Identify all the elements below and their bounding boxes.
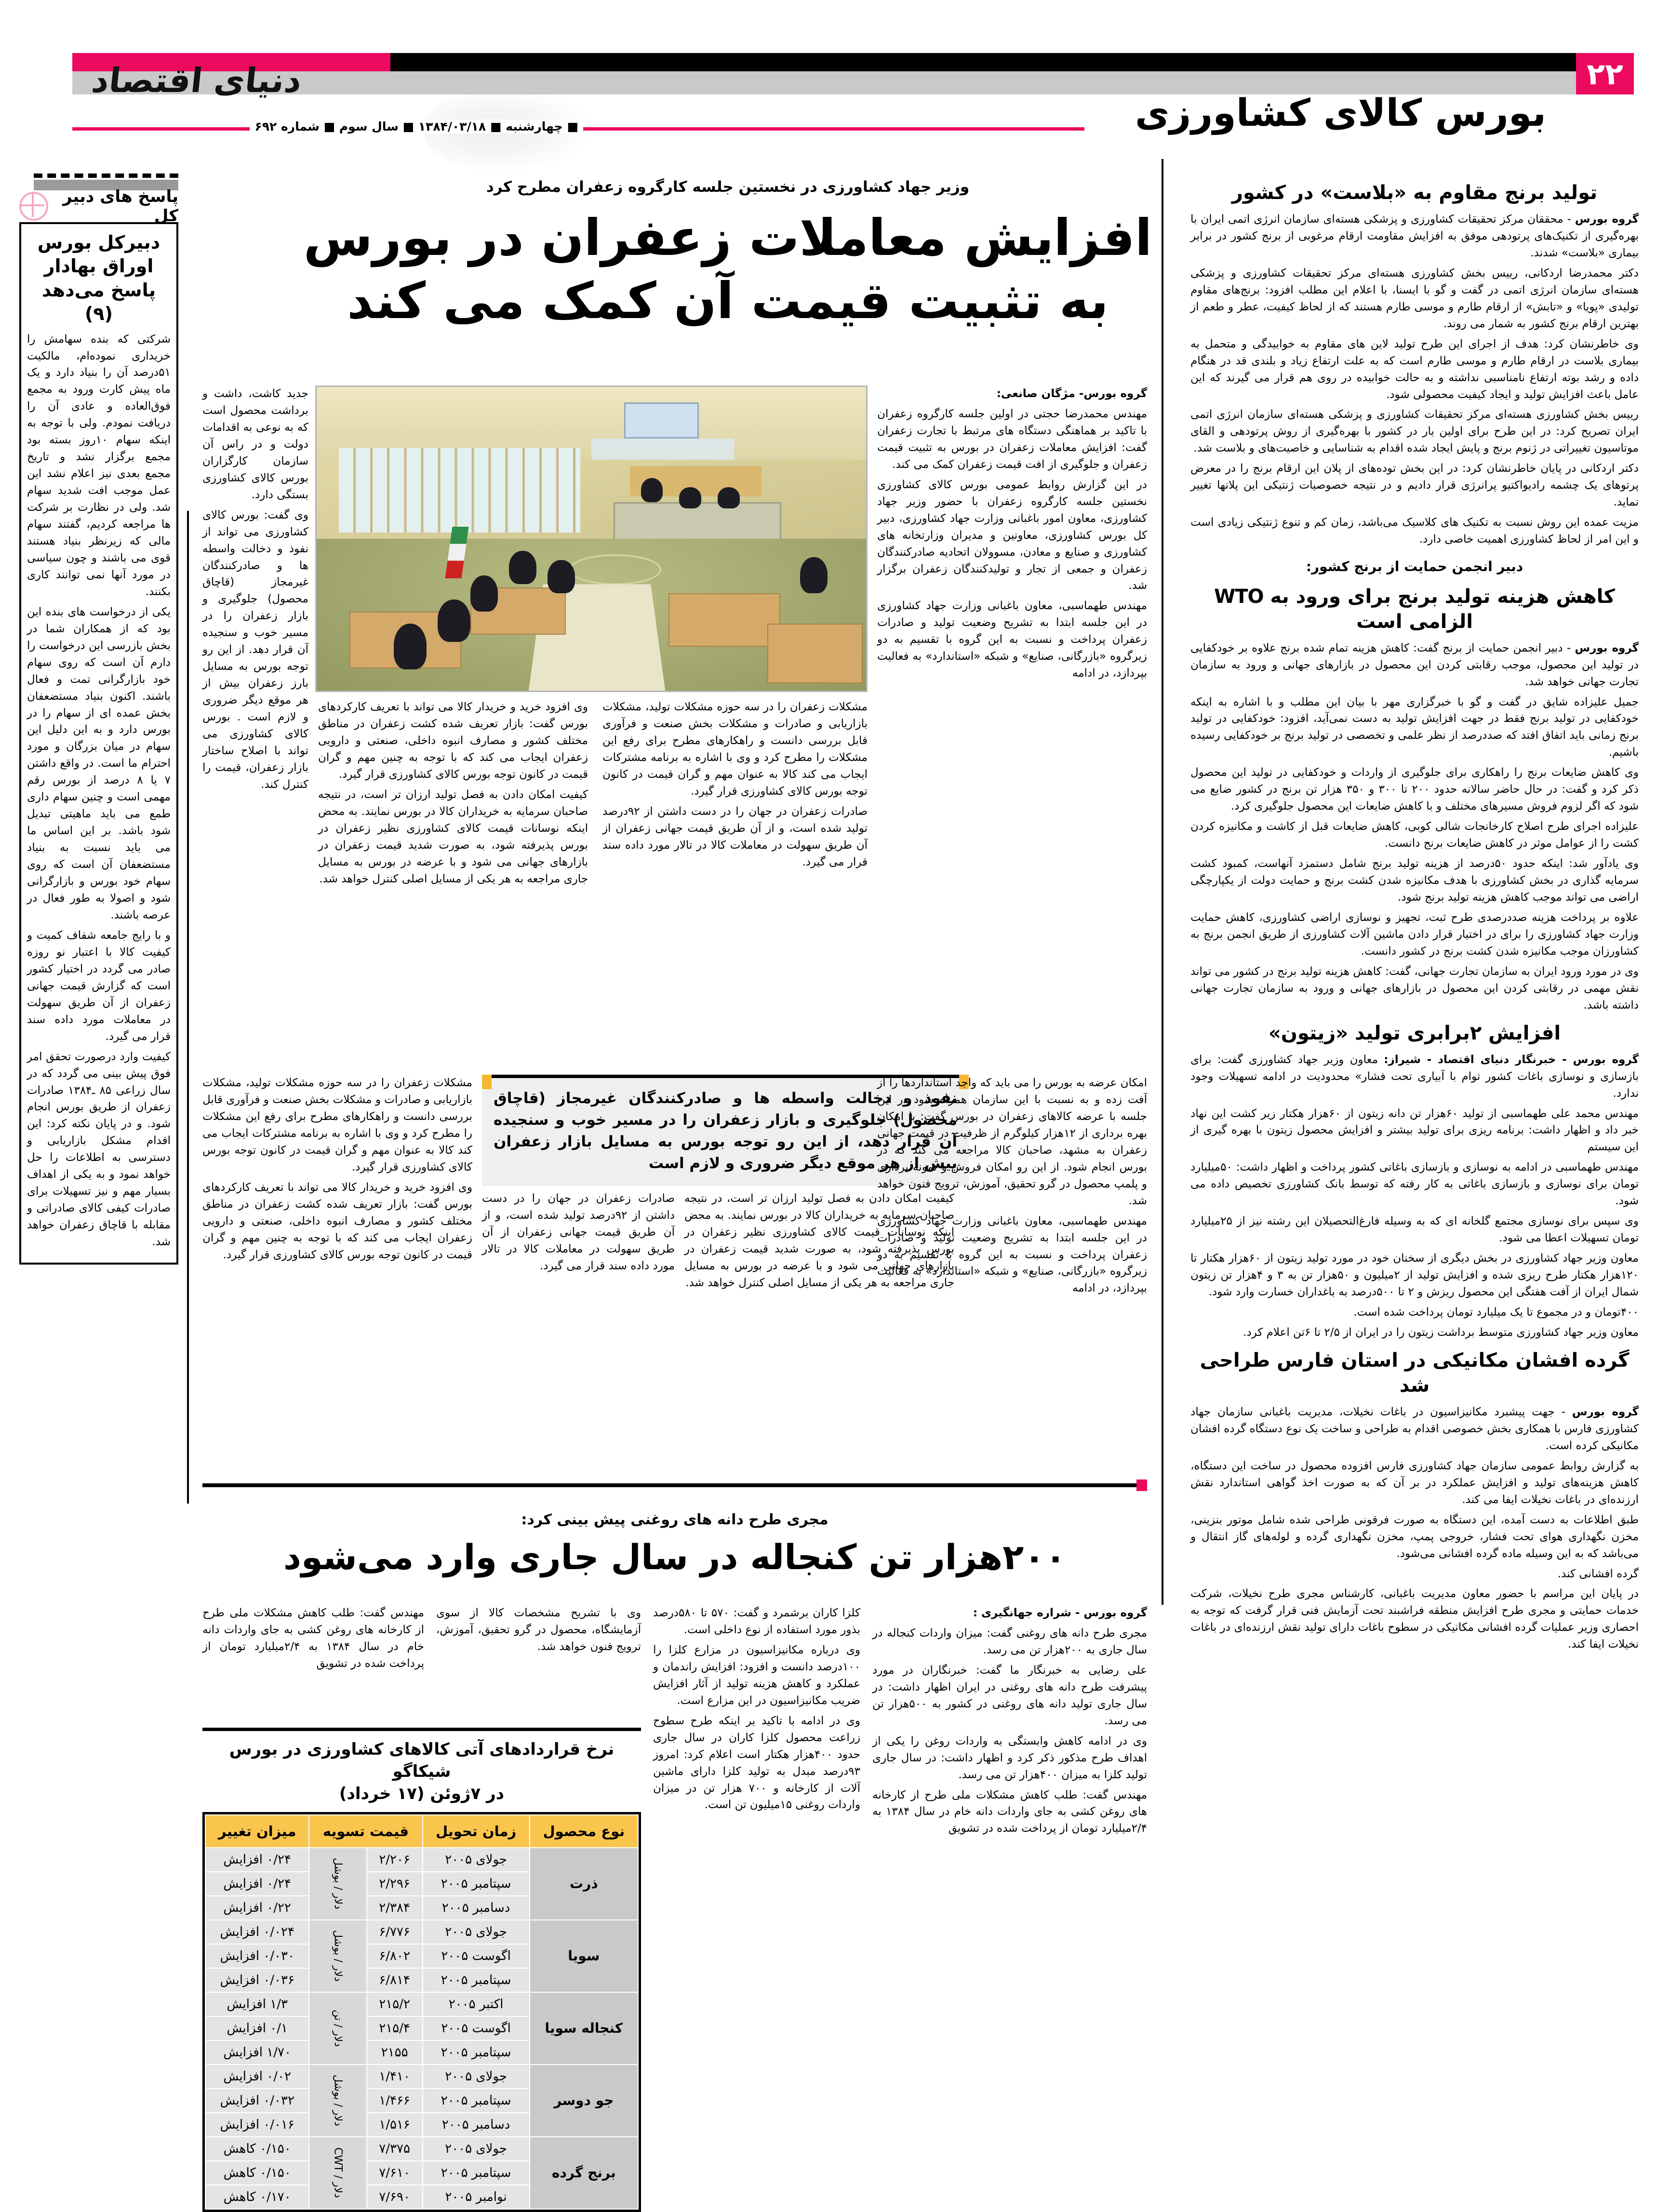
story-3-paragraph: معاون وزیر جهاد کشاورزی گفت: برای بازسازی و نوسازی باغات کشور توام با آبیاری تحت فشار» محدودیت در ادامه تسهیلات وجود ندارد.	[1190, 1053, 1639, 1100]
cell-change: ۰/۰۲ افزایش	[206, 2065, 308, 2088]
photo-person	[470, 575, 498, 612]
column-divider-right	[1162, 159, 1163, 1605]
section-title: بورس کالای کشاورزی	[1135, 92, 1546, 135]
photo-person	[548, 560, 575, 593]
cell-price: ۱/۵۱۶	[367, 2113, 422, 2136]
futures-table-title	[202, 1739, 641, 1805]
photo-person	[800, 557, 828, 594]
lead-col-6	[684, 1190, 954, 1451]
story-3-paragraph: ۴۰۰تومان و در مجموع تا یک میلیارد تومان پرداخت شده است.	[1353, 1306, 1639, 1319]
futures-table-title-line1: نرخ قراردادهای آتی کالاهای کشاورزی در بورس شیکاگو	[229, 1740, 615, 1781]
lead-paragraph: مهندس طهماسبی، معاون باغبانی وزارت جهاد کشاورزی در این جلسه ابتدا به تشریح وضعیت تولید و صادرات زعفران پرداخت و نسبت به این گروه با تقسیم به دو زیرگروه «بازرگانی، صنایع» و شبکه «استاندارد» به فعالیت بپردازد، در ادامه	[877, 1214, 1147, 1295]
futures-table-block	[202, 1728, 641, 2212]
story-2-paragraph: - دبیر انجمن حمایت از برنج گفت: کاهش هزینه تمام شده برنج علاوه بر خودکفایی در تولید این محصول، موجب رقابتی کردن این محصول در بازارهای جهانی و ورود به سازمان تجارت جهانی خواهد شد.	[1190, 641, 1639, 688]
photo-display-board	[591, 439, 734, 460]
lead-paragraph: صادرات زعفران در جهان را در دست داشتن از ۹۲درصد تولید شده است، و از آن طریق قیمت جهانی زعفران از آن طریق سهولت در معاملات کالا در تالار مورد داده سند قرار می گیرد.	[482, 1192, 675, 1272]
col-header-delivery: زمان تحویل	[423, 1815, 529, 1847]
story-3-paragraph: وی سپس برای نوسازی مجتمع گلخانه ای که به وسیله فارغ‌التحصیلان این رشته نیز از ۲۵میلیارد تومان تسهیلات اعطا می شود.	[1190, 1215, 1639, 1245]
story-1-paragraph: وی خاطرنشان کرد: هدف از اجرای این طرح تولید لاین های مقاوم به خوابیدگی و متحمل به بیماری بلاست در ارقام طارم و موسی طارم است که به علت ارتفاع زیاد و بلندی قد در هنگام داده و رشد بوته ارتفاع نامناسبی نداشته و به حالت خوابیده در روی هم قرار می گیرند که این عامل باعث افزایش تولید و ایجاد کیفیت محصولی شود.	[1190, 337, 1639, 401]
lead-story-headline: افزایش معاملات زعفران در بورس به تثبیت قیمت آن کمک می کند	[303, 208, 1152, 331]
cell-change: ۰/۱۵۰ کاهش	[206, 2137, 308, 2160]
lead-col-7	[482, 1190, 675, 1451]
dateline-bar	[72, 120, 1576, 135]
story-3-body	[1190, 1052, 1639, 1102]
story-2-paragraph: وی کاهش ضایعات برنج را راهکاری برای جلوگیری از واردات و خودکفایی در تولید این محصول ذکر کرد و گفت: در حال حاضر سالانه حدود ۲۰۰ تا ۳۰۰ و ۳۵۰ هزار تن برنج در کشور ضایع می شود که اگر لزوم فروش مسیرهای مختلف و با کاهش ضایعات این محصول جلوگیری کرد.	[1190, 766, 1639, 813]
cell-delivery: جولای ۲۰۰۵	[423, 1848, 529, 1871]
table-top-rule	[202, 1728, 641, 1731]
bottom-section-rule	[202, 1483, 1147, 1487]
story-2-kicker: دبیر انجمن حمایت از برنج کشور:	[1306, 559, 1523, 575]
story-2-body	[1190, 640, 1639, 691]
lead-col-8	[202, 1075, 472, 1451]
col-header-change: میزان تغییر	[206, 1815, 308, 1847]
bottom-byline: گروه بورس - شراره جهانگیری :	[973, 1607, 1147, 1619]
story-2-paragraph: وی در مورد ورود ایران به سازمان تجارت جهانی، گفت: کاهش هزینه تولید برنج در کشور می تواند نقش مهمی در رقابتی کردن این محصول در بازارهای جهانی و ورود به سازمان تجارت جهانی داشته باشد.	[1190, 965, 1639, 1012]
pull-quote-text: نفوذ و دخالت واسطه ها و صادرکنندگان غیرمجاز (قاچاق محصول) جلوگیری و بازار زعفران را در مسیر خوب و سنجیده آن قرار دهد، از این رو توجه بورس به مسایل بازار زعفران بیش از هر موقع دیگر ضروری و لازم است	[494, 1090, 957, 1172]
cell-change: ۰/۱۵۰ کاهش	[206, 2161, 308, 2185]
story-4-byline: گروه بورس	[1572, 1405, 1639, 1418]
bottom-col-2	[653, 1605, 860, 2159]
lead-paragraph: مهندس طهماسبی، معاون باغبانی وزارت جهاد کشاورزی در این جلسه ابتدا به تشریح وضعیت تولید و صادرات زعفران پرداخت و نسبت به این گروه با تقسیم به دو زیرگروه «بازرگانی، صنایع» و شبکه «استاندارد» به فعالیت بپردازد، در ادامه	[877, 600, 1147, 680]
cell-delivery: جولای ۲۰۰۵	[423, 1920, 529, 1944]
story-2-paragraph: علیزاده اجرای طرح اصلاح کارخانجات شالی کوبی، کاهش ضایعات قبل از کاشت و مکانیزه کردن کشت را از عوامل موثر در کاهش ضایعات برنج دانست.	[1190, 820, 1639, 850]
sidebar-body	[27, 331, 171, 1251]
cell-delivery: سپتامبر ۲۰۰۵	[423, 2041, 529, 2064]
photo-person	[394, 624, 427, 669]
paper-logo: دنیای اقتصاد	[90, 61, 304, 100]
lead-col-4	[318, 699, 588, 1065]
lead-col-2	[602, 699, 868, 1065]
cell-delivery: جولای ۲۰۰۵	[423, 2065, 529, 2088]
sidebar-title: دبیرکل بورس اوراق بهادار پاسخ می‌دهد (۹)	[37, 232, 160, 325]
cell-change: ۰/۲۴ افزایش	[206, 1872, 308, 1895]
photo-person	[641, 478, 663, 502]
lead-paragraph: در این گزارش روابط عمومی بورس کالای کشاورزی نخستین جلسه کارگروه زعفران با حضور وزیر جهاد کشاورزی، معاون امور باغبانی وزارت جهاد کشاورزی، دبیر کل بورس کشاورزی، معاونین و مدیران وزارتخانه های کشاورزی و صنایع و معادن، مسوولان اتحادیه صادرکنندگان زعفران و جمعی از تجار و تولیدکنندگان زعفران برگزار شد.	[877, 478, 1147, 592]
lead-paragraph: کیفیت امکان دادن به فصل تولید ارزان تر است، در نتیجه صاحبان سرمایه به خریداران کالا در بورس نمایند. به محض اینکه نوسانات قیمت کالای کشاورزی نظیر زعفران در بورس پذیرفته شود، به صورت شدید قیمت زعفران در بازارهای جهانی می شود و با عرضه در بورس به مسایل جاری مراجعه به هر یکی از مسایل اصلی کنترل خواهد شد.	[684, 1192, 954, 1289]
cell-change: ۱/۷۰ افزایش	[206, 2041, 308, 2064]
cell-unit: دلار / بوشل	[309, 1848, 366, 1919]
cell-delivery: سپتامبر ۲۰۰۵	[423, 2089, 529, 2112]
story-3-headline: افزایش ۲برابری تولید «زیتون»	[1268, 1022, 1561, 1044]
story-1-paragraph: - محققان مرکز تحقیقات کشاورزی و پزشکی هسته‌ای سازمان انرژی اتمی ایران با بهره‌گیری از تکنیک‌های پرتودهی موفق به افزایش مقاومت ارقام مرغوبی از برنج کشور در برابر بیماری «بلاست» شدند.	[1190, 213, 1639, 259]
lead-col-3	[202, 386, 308, 1060]
story-3-paragraph: معاون وزیر جهاد کشاورزی متوسط برداشت زیتون را در ایران از ۲/۵ تا ۶تن اعلام کرد.	[1243, 1326, 1639, 1339]
table-row	[206, 2137, 638, 2160]
bottom-story-head-block	[202, 1499, 1147, 1577]
photo-person	[718, 487, 740, 508]
right-news-column	[1190, 173, 1639, 1656]
lead-story-head-block	[299, 178, 1157, 333]
center-paragraph: کلزا کاران برشمرد و گفت: ۵۷۰ تا ۵۸۰درصد بذور مورد استفاده از نوع داخلی است.	[653, 1607, 860, 1636]
trading-floor-photo	[318, 386, 868, 689]
cell-price: ۲۱۵/۴	[367, 2017, 422, 2040]
cell-product: سویا	[530, 1920, 638, 1992]
bottom-story-headline: ۲۰۰هزار تن کنجاله در سال جاری وارد می‌شود	[283, 1537, 1067, 1577]
table-row	[206, 1920, 638, 1944]
cell-product: کنجاله سویا	[530, 1993, 638, 2064]
story-1-paragraph: دکتر محمدرضا اردکانی، رییس بخش کشاورزی هسته‌ای مرکز تحقیقات کشاورزی و پزشکی هسته‌ای سازمان انرژی اتمی در گفت و گو با ایسنا، با اعلام این مطلب افزود: برنج‌های مقاوم تولیدی «پویا» و «تابش» از ارقام طارم و موسی طارم هستند که از لحاظ کیفیت، عطر و طعم از بهترین ارقام برنج کشور به شمار می روند.	[1190, 267, 1639, 330]
story-1-body	[1190, 211, 1639, 262]
cell-delivery: دسامبر ۲۰۰۵	[423, 1896, 529, 1919]
cell-unit: دلار / تن	[309, 1993, 366, 2064]
cell-price: ۲/۲۰۶	[367, 1848, 422, 1871]
sidebar-paragraph: کیفیت وارد درصورت تحقق امر فوق پیش بینی می گردد که در سال زراعی ۸۵ ـ۱۳۸۴ صادرات زعفران از طریق بورس انجام شود. و در پایان نکته کرد: این اقدام مشکل بازاریابی و دسترسی به اطلاعات را حل خواهد نمود و به یکی از اهداف بسیار مهم و نیز تسهیلات برای صادرات کیفی کالای صادراتی و مقابله با قاچاق زعفران خواهد شد.	[27, 1050, 171, 1249]
cell-price: ۲۱۵۵	[367, 2041, 422, 2064]
story-4-headline: گرده افشان مکانیکی در استان فارس طراحی شد	[1200, 1349, 1630, 1397]
cell-price: ۶/۸۰۲	[367, 1945, 422, 1968]
lead-paragraph: وی افزود خرید و خریدار کالا می تواند با تعریف کارکردهای بورس گفت: بازار تعریف شده کشت زعفران در مناطق مختلف کشور و مصارف انبوه داخلی، صنعتی و دارویی زعفران ایجاب می کند که با توجه به چنین مهم و گران قیمت در کانون توجه بورس کالای کشاورزی قرار گیرد.	[318, 701, 588, 781]
center-paragraph: وی در ادامه با تاکید بر اینکه طرح سطوح زراعت محصول کلزا کاران در سال جاری حدود ۴۰۰هزار هکتار است اعلام کرد: امروز ۹۳درصد مبدل به تولید کلزا دارای ماشین آلات از کارخانه و ۷۰۰ هزار تن در میزان واردات روغنی ۱۵میلیون تن است.	[653, 1714, 861, 1812]
cell-price: ۶/۷۷۶	[367, 1920, 422, 1944]
story-1-headline: تولید برنج مقاوم به «بلاست» در کشور	[1231, 182, 1598, 204]
lead-paragraph: مشکلات زعفران را در سه حوزه مشکلات تولید، مشکلات بازاریابی و صادرات و مشکلات بخش صنعت و فرآوری قابل بررسی دانست و راهکارهای مطرح برای رفع این مشکلات را مطرح کرد و وی با اشاره به برنامه مشترکات ایجاب می کند کالا به عنوان مهم و گران قیمت در کانون توجه بورس کالای کشاورزی قرار گیرد.	[602, 701, 868, 798]
photo-person	[438, 600, 470, 642]
lead-paragraph: مهندس محمدرضا حجتی در اولین جلسه کارگروه زعفران با تاکید بر هماهنگی دستگاه های مرتبط با تجارت زعفران گفت: افزایش معاملات زعفران در بورس به تثبیت قیمت زعفران و جلوگیری از افت قیمت زعفران کمک می کند.	[877, 407, 1147, 471]
story-4-paragraph: در پایان این مراسم با حضور معاون مدیریت باغبانی، کارشناس مجری طرح نخیلات، شرکت خدمات حمایتی و مجری طرح افزایش منطقه فراشبند تحت آزمایش فنی قرار گرفت که توجه به احصاری وزیر عملیات گرده افشانی مکانیکی در سطوح باغات دارای تولید نقش ارزنده‌ای در باغات نخیلات ایفا کند.	[1190, 1587, 1639, 1651]
cell-unit: دلار / بوشل	[309, 1920, 366, 1992]
cell-change: ۰/۰۳۲ افزایش	[206, 2089, 308, 2112]
futures-table	[202, 1812, 641, 2212]
col-header-product: نوع محصول	[530, 1815, 638, 1847]
story-2-headline: کاهش هزینه تولید برنج برای ورود به WTO الزامی است	[1214, 585, 1615, 633]
sidebar-box	[19, 222, 178, 1265]
futures-table-body	[206, 1848, 638, 2209]
cell-change: ۰/۰۳۶ افزایش	[206, 1969, 308, 1992]
photo-canvas	[315, 386, 868, 692]
photo-trading-booth	[668, 593, 780, 647]
sidebar-section-label: پاسخ های دبیر کل	[63, 187, 178, 226]
photo-person	[679, 487, 701, 508]
cell-product: جو دوسر	[530, 2065, 638, 2136]
cell-price: ۱/۴۱۰	[367, 2065, 422, 2088]
cell-price: ۷/۳۷۵	[367, 2137, 422, 2160]
story-3-byline: گروه بورس - خبرنگار دنیای اقتصاد - شیراز:	[1384, 1053, 1639, 1066]
bottom-paragraph: وی در ادامه کاهش وابستگی به واردات روغن را یکی از اهداف طرح مذکور ذکر کرد و اظهار داشت: در سال جاری تولید کلزا به میزان ۴۰۰هزار تن می رسد.	[872, 1734, 1147, 1781]
photo-display-screen	[624, 402, 698, 439]
cell-change: ۰/۱۷۰ کاهش	[206, 2185, 308, 2209]
bottom-paragraph: مهندس گفت: طلب کاهش مشکلات ملی طرح از کارخانه های روغن کشی به جای واردات دانه خام در سال ۱۳۸۴ به ۲/۴میلیارد تومان از پرداخت شده در تشویق	[202, 1607, 424, 1670]
bottom-col-1	[872, 1605, 1147, 2159]
lead-paragraph: وی گفت: بورس کالای کشاورزی می تواند از نفوذ و دخالت واسطه ها و صادرکنندگان غیرمجاز (قاچاق محصول) جلوگیری و بازار زعفران را در مسیر خوب و سنجیده آن قرار دهد. از این رو توجه بورس به مسایل بارز زعفران بیش از هر موقع دیگر ضروری و لازم است . بورس کالای کشاورزی می تواند با اصلاح ساختار بازار زعفران، قیمت را کنترل کند.	[202, 508, 308, 791]
column-divider-left	[187, 511, 189, 1504]
lead-paragraph: کیفیت امکان دادن به فصل تولید ارزان تر است، در نتیجه صاحبان سرمایه به خریداران کالا در بورس نمایند. به محض اینکه نوسانات قیمت کالای کشاورزی نظیر زعفران در بورس پذیرفته شود، به صورت شدید قیمت زعفران در بازارهای جهانی می شود و با عرضه در بورس به مسایل جاری مراجعه به هر یکی از مسایل اصلی کنترل خواهد شد.	[318, 788, 588, 885]
story-4-paragraph: طبق اطلاعات به دست آمده، این دستگاه به صورت فرقونی طراحی شده شامل موتور بنزینی، مخزن نگهداری هوای تحت فشار، خروجی پمپ، مخزن نگهداری گرده و لوله‌های گاز انتقال و می‌باشد که به این وسیله ماده گرده افشانی می‌شود.	[1190, 1513, 1639, 1560]
futures-table-title-line2: در ۷ژوئن (۱۷ خرداد)	[339, 1784, 505, 1803]
story-4-body	[1190, 1404, 1639, 1454]
cell-change: ۰/۲۲ افزایش	[206, 1896, 308, 1919]
bottom-story-kicker: مجری طرح دانه های روغنی پیش بینی کرد:	[521, 1511, 828, 1528]
sidebar-paragraph: یکی از درخواست های بنده این بود که از همکاران شما در بخش بازرسی این درخواست را دارم آن است که روی سهام خود بازارگرانی تمت و فعال باشند. اکنون بنیاد مستضعفان بخش عمده ای از سهام را در بورس دارد و به این دلیل این سهام در میان بزرگان و مورد احترام ما است. در واقع داشتن ۷ یا ۸ درصد از بورس رقم مهمی است و چنین سهام داری طمع می باید ماهیتی تبدیل شود باشد. بر این اساس ما می باید نسبت به بنیاد مستضعفان آن است که روی سهام خود بورس و بازارگرانی شود و اصولا به طور فعال در عرصه باشند.	[27, 605, 171, 921]
photo-trading-booth	[767, 624, 863, 683]
story-2-paragraph: علاوه بر پرداخت هزینه صددرصدی طرح ثبت، تجهیز و نوسازی اراضی کشاورزی، کاهش حمایت وزارت جهاد کشاورزی را برای در اختیار قرار دادن ماشین آلات کشاورزی از طریق انجمن برنج به کشاورزان موجب مکانیزه شدن کشت برنج در کشور دانست.	[1190, 911, 1639, 958]
cell-delivery: نوامبر ۲۰۰۵	[423, 2185, 529, 2209]
sidebar-dashed-rule	[34, 173, 178, 178]
story-2-paragraph: جمیل علیزاده شایق در گفت و گو با خبرگزاری مهر با بیان این مطلب و با اشاره به اینکه خودکفایی در تولید برنج فقط در جهت افزایش تولید به دست نمی‌آید، افزود: خودکفایی در تولید برنج زمانی باید اتفاق افتد که صددرصد از نظر علمی و تخصصی در تولید برنج بر خودکفایی رسیده باشیم.	[1190, 695, 1639, 759]
bottom-col-4	[202, 1605, 424, 1720]
cell-delivery: اگوست ۲۰۰۵	[423, 2017, 529, 2040]
cell-delivery: اگوست ۲۰۰۵	[423, 1945, 529, 1968]
cell-price: ۲۱۵/۲	[367, 1993, 422, 2016]
cell-change: ۰/۰۲۴ افزایش	[206, 1920, 308, 1944]
bottom-col-3	[436, 1605, 641, 1720]
bottom-paragraph: مهندس گفت: طلب کاهش مشکلات ملی طرح از کارخانه های روغن کشی به جای واردات دانه خام در سال ۱۳۸۴ به ۲/۴میلیارد تومان از پرداخت شده در تشویق	[872, 1788, 1147, 1835]
sidebar-header	[19, 187, 178, 226]
cell-delivery: جولای ۲۰۰۵	[423, 2137, 529, 2160]
cell-delivery: اکتبر ۲۰۰۵	[423, 1993, 529, 2016]
lead-story-kicker: وزیر جهاد کشاورزی در نخستین جلسه کارگروه زعفران مطرح کرد	[486, 178, 970, 196]
page-number: ۲۲	[1576, 53, 1634, 94]
lead-paragraph: جدید کاشت، داشت و برداشت محصول است که به نوعی به اقدامات دولت و در راس آن سازمان کارگزاران بورس کالای کشاورزی بستگی دارد.	[202, 387, 308, 501]
table-row	[206, 2065, 638, 2088]
table-row	[206, 1993, 638, 2016]
cell-change: ۰/۲۴ افزایش	[206, 1848, 308, 1871]
lead-col-1	[877, 386, 1147, 1070]
story-4-paragraph: گرده افشانی کند.	[1557, 1567, 1639, 1580]
story-2-byline: گروه بورس	[1575, 641, 1639, 654]
col-header-price: قیمت تسویه	[309, 1815, 422, 1847]
sidebar-paragraph: و با رایج جامعه شفاف کمیت و کیفیت کالا با اعتبار نو روزه صادر می گردد در اختیار کشور است که گزارش قیمت جهانی زعفران از آن طریق سهولت در معاملات مورد داده سند قرار می گیرد.	[27, 929, 171, 1043]
photo-person	[509, 551, 536, 584]
story-2-paragraph: وی یادآور شد: اینکه حدود ۵۰درصد از هزینه تولید برنج شامل دستمزد آنهاست، کمبود کشت سرمایه گذاری در بخش کشاورزی با هدف مکانیزه شدن کشت برنج و حمایت دولت از یکپارچگی اراضی می تواند موجب کاهش هزینه تولید برنج شود.	[1190, 857, 1639, 904]
story-4-paragraph: به گزارش روابط عمومی سازمان جهاد کشاورزی فارس افزوده محصول در ساخت این دستگاه، کاهش هزینه‌های تولید و افزایش عملکرد در بر آن که به صورت اخذ گواهی استاندارد نقش ارزنده‌ای در باغات نخیلات ایفا می کند.	[1190, 1459, 1639, 1506]
sidebar-secretary-answers	[19, 173, 178, 1265]
sidebar-paragraph: شرکتی که بنده سهامش را خریداری نموده‌ام، مالکیت ۵۱درصد آن را بنیاد دارد و یک ماه پیش کارت ورود به مجمع فوق‌العاده و عادی آن را دریافت نمودم. ولی با توجه به اینکه سهام ۱۰روز بسته بود مجمع برگزار نشد و تاریخ مجمع بعدی نیز اعلام نشد این عمل موجب افت شدید سهام شد. ولی در نظارت بر شرکت ها مراجعه کردیم، گفتند سهام مالی که زیرنظر بنیاد هستند قوی می باشند و چون سیاسی در مورد آنها نمی توانند کاری بکنند.	[27, 333, 171, 598]
story-3-paragraph: مهندس محمد علی طهماسبی از تولید ۶۰هزار تن دانه زیتون از ۶۰هزار هکتار زیر کشت این نهاد خبر داد و اظهار داشت: برنامه ریزی برای تولید بیشتر و افزایش محصول زیتون با بهره گیری از این سیستم	[1190, 1107, 1639, 1154]
story-4-paragraph: - جهت پیشبرد مکانیزاسیون در باغات نخیلات، مدیریت باغبانی سازمان جهاد کشاورزی فارس با همکاری بخش خصوصی اقدام به طراحی و ساخت یک نوع دستگاه گرده افشان مکانیکی کرده است.	[1190, 1405, 1639, 1452]
cell-price: ۶/۸۱۴	[367, 1969, 422, 1992]
cell-price: ۲/۳۸۴	[367, 1896, 422, 1919]
cell-change: ۱/۳ افزایش	[206, 1993, 308, 2016]
table-row	[206, 1848, 638, 1871]
cell-delivery: سپتامبر ۲۰۰۵	[423, 2161, 529, 2185]
cell-change: ۰/۰۱۶ افزایش	[206, 2113, 308, 2136]
center-paragraph: وی درباره مکانیزاسیون در مزارع کلزا را ۱۰۰درصد دانست و افزود: افزایش راندمان و عملکرد و کاهش هزینه تولید از آثار افزایش ضریب مکانیزاسیون در این مزارع است.	[653, 1643, 860, 1707]
cell-price: ۷/۶۱۰	[367, 2161, 422, 2185]
bottom-paragraph: علی رضایی به خبرنگار ما گفت: خبرنگاران در مورد پیشرفت طرح دانه های روغنی در ایران اظهار داشت: در سال جاری تولید دانه های روغنی در کشور به ۵۰۰هزار تن می رسد.	[872, 1664, 1147, 1727]
story-1-paragraph: رییس بخش کشاورزی هسته‌ای مرکز تحقیقات کشاورزی و پزشکی هسته‌ای سازمان انرژی اتمی ایران تصریح کرد: در این طرح برای اولین بار در کشور با بهره‌گیری از روش پرتودهی و القای موتاسیون تغییراتی در ژنوم برنج و پایش ایجاد شده اقدام به شناسایی و خاصیت‌های و بلاست شد.	[1190, 408, 1639, 455]
cell-price: ۷/۶۹۰	[367, 2185, 422, 2209]
table-header-row	[206, 1815, 638, 1847]
dateline-text: ■ چهارشنبه ■ ۱۳۸۴/۰۳/۱۸ ■ سال سوم ■ شماره ۶۹۲	[250, 120, 583, 133]
cell-delivery: سپتامبر ۲۰۰۵	[423, 1969, 529, 1992]
cell-price: ۲/۲۹۶	[367, 1872, 422, 1895]
section-rule	[202, 1483, 1147, 1487]
lead-paragraph: صادرات زعفران در جهان را در دست داشتن از ۹۲درصد تولید شده است، و از آن طریق قیمت جهانی زعفران از آن طریق سهولت در معاملات کالا در تالار مورد داده سند قرار می گیرد.	[602, 805, 868, 868]
story-3-paragraph: مهندس طهماسبی در ادامه به نوسازی و بازسازی باغاتی کشور پرداخت و اظهار داشت: ۵۰میلیارد تومان برای نوسازی و بازسازی باغاتی به کار رفته که توسط بانک کشاورزی تخصیص داده می شود.	[1190, 1161, 1639, 1208]
lead-byline: گروه بورس- مژگان صانعی:	[996, 387, 1147, 400]
story-1-paragraph: دکتر اردکانی در پایان خاطرنشان کرد: در این بخش توده‌های از پلان این ارقام برنج را در معرض پرتوهای یک چشمه رادیواکتیو پرانرژی قرار دادیم و در نتیجه خصوصیات ژنتیکی این پلانها تغییر نماید.	[1190, 462, 1639, 509]
story-1-paragraph: مزیت عمده این روش نسبت به تکنیک های کلاسیک می‌باشد، زمان کم و تنوع ژنتیکی زیادی است و این امر از لحاظ کشاورزی اهمیت خاصی دارد.	[1190, 516, 1639, 546]
cell-unit: دلار / بوشل	[309, 2065, 366, 2136]
story-1-byline: گروه بورس	[1575, 213, 1639, 226]
lead-paragraph: مشکلات زعفران را در سه حوزه مشکلات تولید، مشکلات بازاریابی و صادرات و مشکلات بخش صنعت و فرآوری قابل بررسی دانست و راهکارهای مطرح برای رفع این مشکلات را مطرح کرد و وی با اشاره به برنامه مشترکات ایجاب می کند کالا به عنوان مهم و گران قیمت در کانون توجه بورس کالای کشاورزی قرار گیرد.	[202, 1077, 472, 1173]
cell-delivery: دسامبر ۲۰۰۵	[423, 2113, 529, 2136]
center-paragraph: وی با تشریح مشخصات کالا از سوی آزمایشگاه، محصول در گرو تحقیق، آموزش، ترویج فنون خواهد شد.	[436, 1607, 641, 1653]
section-rule-tick	[1136, 1479, 1147, 1491]
cell-product: ذرت	[530, 1848, 638, 1919]
photo-floor-circle	[569, 554, 661, 586]
cell-unit: دلار / CWT	[309, 2137, 366, 2209]
cell-price: ۱/۴۶۶	[367, 2089, 422, 2112]
cell-change: ۰/۱ افزایش	[206, 2017, 308, 2040]
cell-product: برنج گرده	[530, 2137, 638, 2209]
bottom-paragraph: مجری طرح دانه های روغنی گفت: میزان واردات کنجاله در سال جاری به ۲۰۰هزار تن می رسد.	[872, 1626, 1147, 1656]
lead-paragraph: وی افزود خرید و خریدار کالا می تواند با تعریف کارکردهای بورس گفت: بازار تعریف شده کشت زعفران در مناطق مختلف کشور و مصارف انبوه داخلی، صنعتی و دارویی زعفران ایجاب می کند که با توجه به چنین مهم و گران قیمت در کانون توجه بورس کالای کشاورزی قرار گیرد.	[202, 1181, 472, 1261]
cell-change: ۰/۰۳۰ افزایش	[206, 1945, 308, 1968]
photo-wall-windows	[339, 448, 581, 533]
cell-delivery: سپتامبر ۲۰۰۵	[423, 1872, 529, 1895]
story-3-paragraph: معاون وزیر جهاد کشاورزی در بخش دیگری از سخنان خود در مورد تولید زیتون از ۶۰هزار هکتار تا ۱۲۰هزار هکتار طرح ریزی شده و افزایش تولید از ۲میلیون و ۵۰هزار تن به ۳ و ۴هزار تن زیتون شمال ایران از آفت هفتگی این محصول ریزش و ۲ تا ۵۰۰درصد به باغداران خسارت وارد شود.	[1190, 1252, 1639, 1299]
pull-quote-marker-left	[482, 1075, 492, 1089]
globe-icon	[19, 192, 48, 221]
lead-paragraph: امکان عرضه به بورس را می باید که واجد استانداردها را از آفت زده و به نسبت با این سازمان همراه شود در این جلسه با عرضه کالاهای زعفران در بورس گفت: با امکان بهره برداری از ۱۲هزار کیلوگرم از ظرفیت در قیمت جهانی زعفران به مشهد، صاحبان کالا مراجعه می کند که در بورس انجام شود. از این رو امکان فروش و نمونه برداری و پلمپ محصول در گرو تحقیق، آموزش، ترویج فنون خواهد شد.	[877, 1077, 1147, 1207]
